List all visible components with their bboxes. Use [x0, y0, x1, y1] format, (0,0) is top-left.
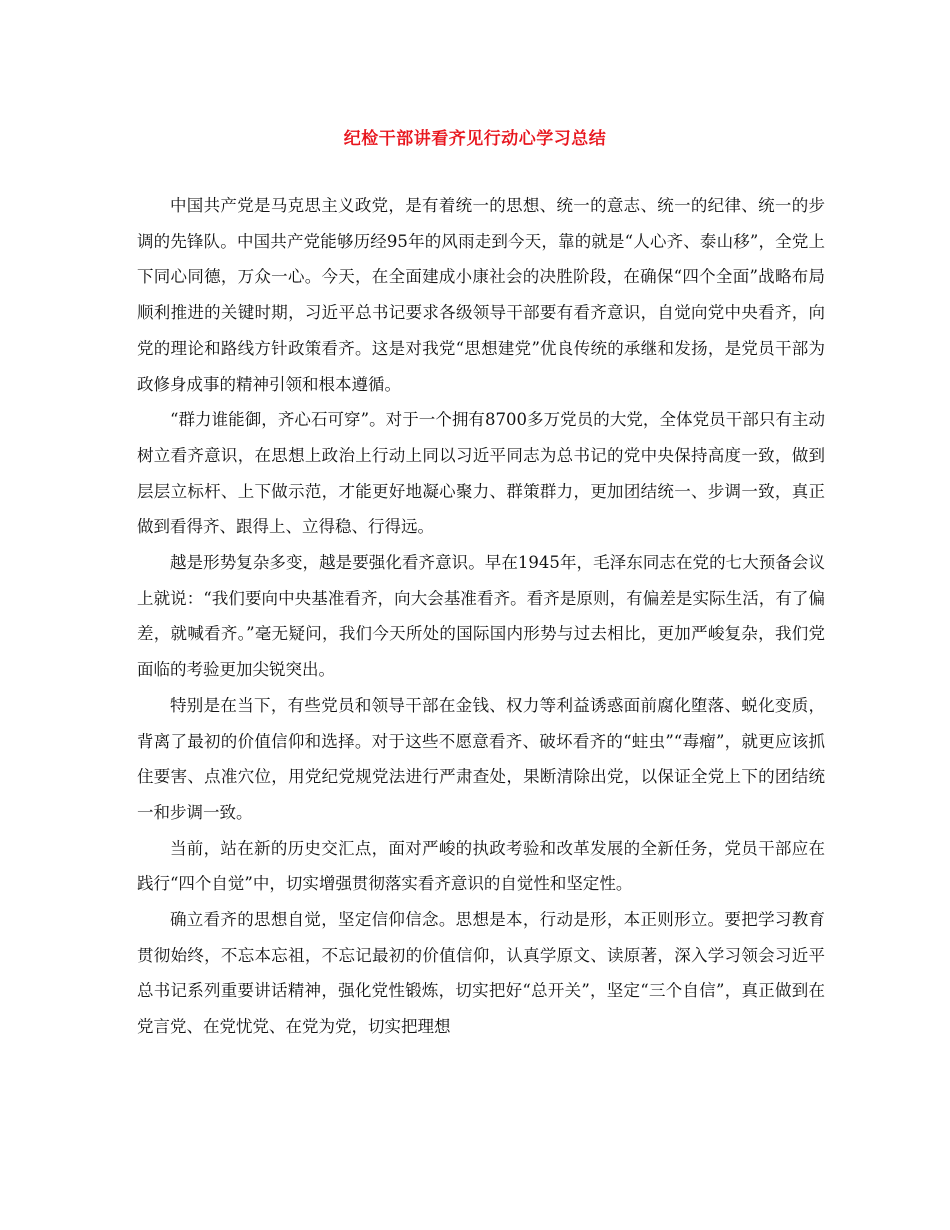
- document-body: [137, 188, 825, 1045]
- paragraph: 确立看齐的思想自觉，坚定信仰信念。思想是本，行动是形，本正则形立。要把学习教育贯彻始终，不忘本忘祖，不忘记最初的价值信仰，认真学原文、读原著，深入学习领会习近平总书记系列重要讲话精神，强化党性锻炼，切实把好“总开关”，坚定“三个自信”，真正做到在党言党、在党忧党、在党为党，切实把理想: [137, 910, 825, 1037]
- paragraph: 当前，站在新的历史交汇点，面对严峻的执政考验和改革发展的全新任务，党员干部应在践行“四个自觉”中，切实增强贯彻落实看齐意识的自觉性和坚定性。: [137, 838, 825, 894]
- paragraph: 中国共产党是马克思主义政党，是有着统一的思想、统一的意志、统一的纪律、统一的步调的先锋队。中国共产党能够历经95年的风雨走到今天，靠的就是“人心齐、泰山移”，全党上下同心同德，万众一心。今天，在全面建成小康社会的决胜阶段，在确保“四个全面”战略布局顺利推进的关键时期，习近平总书记要求各级领导干部要有看齐意识，自觉向党中央看齐，向党的理论和路线方针政策看齐。这是对我党“思想建党”优良传统的承继和发扬，是党员干部为政修身成事的精神引领和根本遵循。: [137, 196, 825, 394]
- paragraph: “群力谁能御，齐心石可穿”。对于一个拥有8700多万党员的大党，全体党员干部只有主动树立看齐意识，在思想上政治上行动上同以习近平同志为总书记的党中央保持高度一致，做到层层立标杆、上下做示范，才能更好地凝心聚力、群策群力，更加团结统一、步调一致，真正做到看得齐、跟得上、立得稳、行得远。: [137, 410, 825, 537]
- paragraph: 特别是在当下，有些党员和领导干部在金钱、权力等利益诱惑面前腐化堕落、蜕化变质，背离了最初的价值信仰和选择。对于这些不愿意看齐、破坏看齐的“蛀虫”“毒瘤”，就更应该抓住要害、点准穴位，用党纪党规党法进行严肃查处，果断清除出党，以保证全党上下的团结统一和步调一致。: [137, 695, 825, 822]
- paragraph: 越是形势复杂多变，越是要强化看齐意识。早在1945年，毛泽东同志在党的七大预备会议上就说：“我们要向中央基准看齐，向大会基准看齐。看齐是原则，有偏差是实际生活，有了偏差，就喊看齐。”毫无疑问，我们今天所处的国际国内形势与过去相比，更加严峻复杂，我们党面临的考验更加尖锐突出。: [137, 553, 825, 680]
- document-title: 纪检干部讲看齐见行动心学习总结: [343, 129, 607, 149]
